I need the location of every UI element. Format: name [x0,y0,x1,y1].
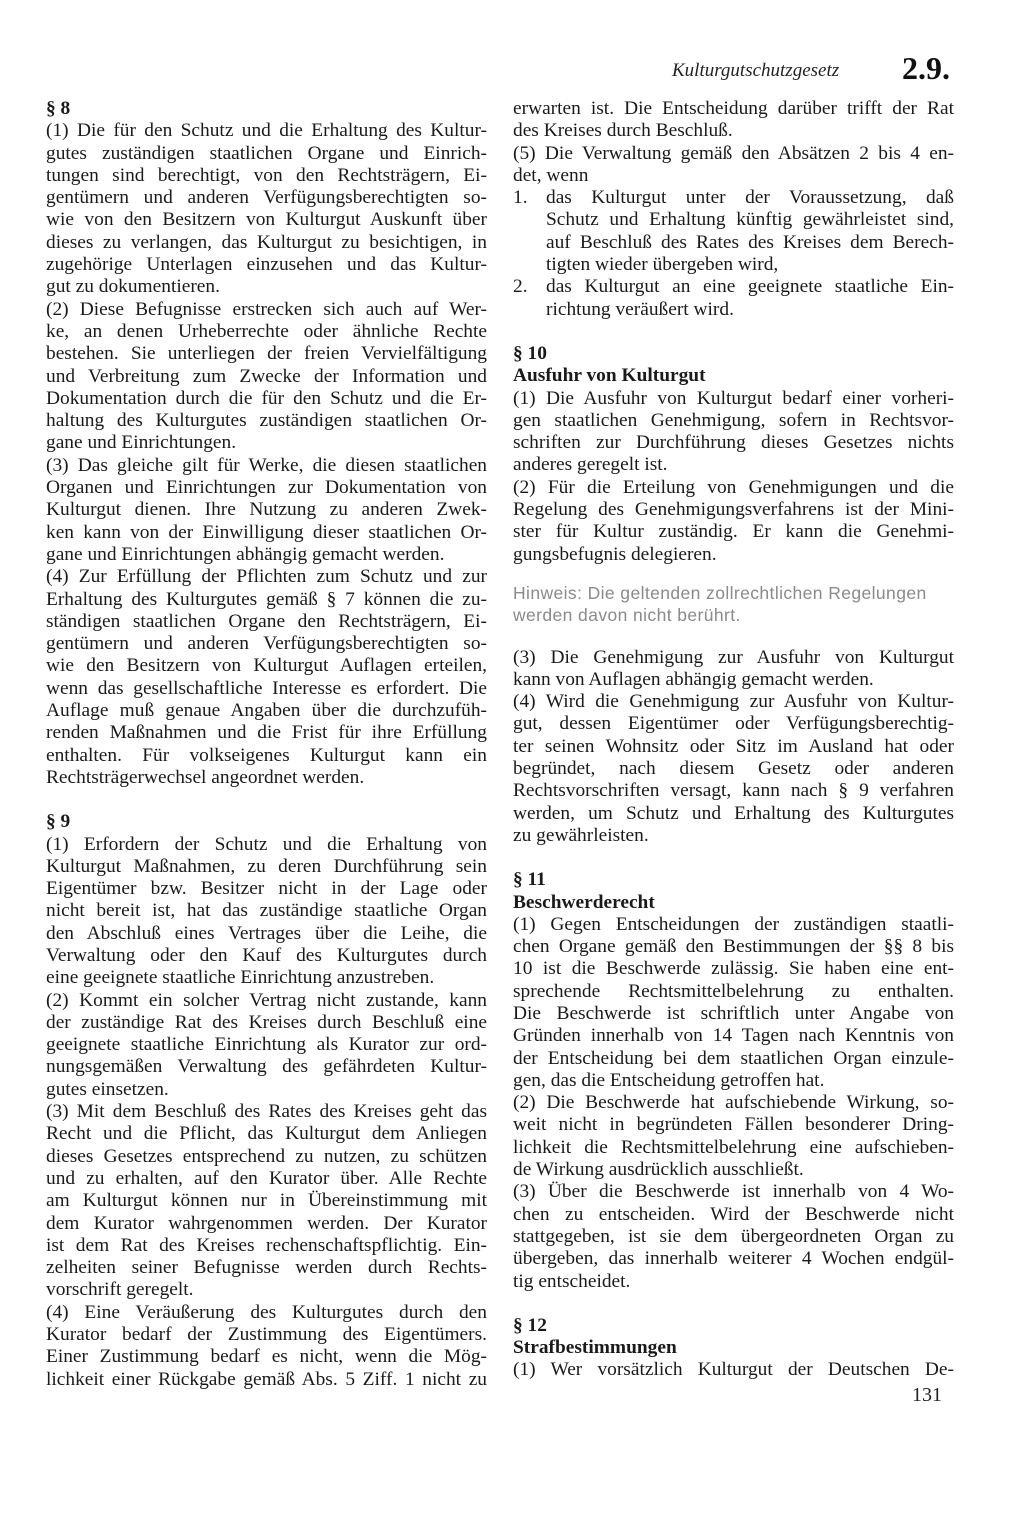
section-11-line: übergeben, das innerhalb weiterer 4 Wochen endgül- [513,1248,954,1270]
section-10-line: ster für Kultur zuständig. Er kann die Genehmi- [513,521,954,543]
section-8-line: und Verbreitung zum Zwecke der Information und [46,365,487,387]
section-11-line: weit nicht in begründeten Fällen besonderer Dring- [513,1114,954,1136]
section-9-line: am Kulturgut können nur in Übereinstimmung mit [46,1190,487,1212]
list-item-number: 2. [513,276,528,298]
section-9-line: (2) Kommt ein solcher Vertrag nicht zustande, kann [46,989,487,1011]
section-8-line: haltung des Kulturgutes zuständigen staatlichen Or- [46,410,487,432]
note-hint-line: werden davon nicht berührt. [513,605,741,626]
section-11-line: 10 ist die Beschwerde zulässig. Sie haben eine ent- [513,958,954,980]
list-item-text: tigten wieder übergeben wird, [546,254,779,276]
section-8-line: ständigen staatlichen Organe den Rechtsträgern, Ei- [46,610,487,632]
section-8-line: Auflage muß genaue Angaben über die durchzufüh- [46,700,487,722]
section-10-body-part-1 [513,388,954,566]
section-10-heading: § 10 [513,342,547,364]
section-11-line: chen Organe gemäß den Bestimmungen der §§ 8 bis [513,936,954,958]
page-number: 131 [912,1384,942,1406]
section-8-line: (1) Die für den Schutz und die Erhaltung des Kultur- [46,120,487,142]
section-9-line: Kurator bedarf der Zustimmung des Eigentümers. [46,1324,487,1346]
section-11-line: (2) Die Beschwerde hat aufschiebende Wirkung, so- [513,1092,954,1114]
section-10-line: gen staatlichen Genehmigung, sofern in Rechtsvor- [513,409,954,431]
section-9-line: Verwaltung oder den Kauf des Kulturgutes durch [46,944,487,966]
section-8-line: Kulturgut dienen. Ihre Nutzung zu anderen Zwek- [46,499,487,521]
section-11-line: lichkeit die Rechtsmittelbelehrung eine aufschieben- [513,1136,954,1158]
section-8-line: dieses zu verlangen, das Kulturgut zu besichtigen, in [46,231,487,253]
section-9-line: Eigentümer bzw. Besitzer nicht in der Lage oder [46,878,487,900]
section-9-heading: § 9 [46,811,71,833]
section-10-line: Regelung des Genehmigungsverfahrens ist der Mini- [513,499,954,521]
running-header-section-number: 2.9. [902,50,950,86]
list-item-line [513,254,954,276]
section-10-line: werden, um Schutz und Erhaltung des Kulturgutes [513,802,954,824]
section-9-line: lichkeit einer Rückgabe gemäß Abs. 5 Ziff. 1 nicht zu [46,1368,487,1390]
right-column [513,98,954,1382]
list-item-line [513,299,954,321]
section-10-line: gut, dessen Eigentümer oder Verfügungsberechtig- [513,713,954,735]
section-8-line: (3) Das gleiche gilt für Werke, die diesen staatlichen [46,454,487,476]
list-item-text: das Kulturgut unter der Voraussetzung, daß [546,187,954,209]
section-11-title: Beschwerderecht [513,891,655,913]
section-10-line: gungsbefugnis delegieren. [513,543,717,565]
section-9-line: (3) Mit dem Beschluß des Rates des Kreises geht das [46,1101,487,1123]
section-8-line: (2) Diese Befugnisse erstrecken sich auch auf Wer- [46,298,487,320]
section-9-line: geeignete staatliche Einrichtung als Kurator zur ord- [46,1034,487,1056]
section-11-line: (1) Gegen Entscheidungen der zuständigen staatli- [513,913,954,935]
section-11-heading: § 11 [513,869,546,891]
section-8-line: gane und Einrichtungen. [46,432,237,454]
section-10-body-part-2 [513,647,954,848]
section-9-list [513,187,954,321]
section-9-line: nungsgemäßen Verwaltung des gefährdeten Kultur- [46,1056,487,1078]
section-8-heading: § 8 [46,98,71,119]
section-9-line: und zu erhalten, auf den Kurator über. Alle Rechte [46,1167,487,1189]
section-9-line: zelheiten seiner Befugnisse werden durch Rechts- [46,1257,487,1279]
section-11-line: gen, das die Entscheidung getroffen hat. [513,1069,825,1091]
section-9-line: eine geeignete staatliche Einrichtung anzustreben. [46,967,435,989]
section-8-line: gane und Einrichtungen abhängig gemacht werden. [46,543,445,565]
section-8-line: Organen und Einrichtungen zur Dokumentation von [46,477,487,499]
section-9-cont-line: (5) Die Verwaltung gemäß den Absätzen 2 bis 4 en- [513,142,954,164]
section-8-line: ken kann von der Einwilligung dieser staatlichen Or- [46,521,487,543]
section-11-line: tig entscheidet. [513,1270,631,1292]
section-8-line: Erhaltung des Kulturgutes gemäß § 7 können die zu- [46,588,487,610]
running-header-title: Kulturgutschutzgesetz [672,60,840,81]
list-item-text: richtung veräußert wird. [546,298,734,320]
list-item-text: das Kulturgut an eine geeignete staatliche Ein- [546,276,954,298]
section-12-body [513,1359,954,1381]
section-12-line: (1) Wer vorsätzlich Kulturgut der Deutschen De- [513,1359,954,1381]
list-item-line [513,276,954,298]
section-9-cont-line: erwarten ist. Die Entscheidung darüber trifft der Rat [513,98,954,119]
section-9-line: der zuständige Rat des Kreises durch Beschluß eine [46,1011,487,1033]
section-8-line: zugehörige Unterlagen einzusehen und das Kultur- [46,254,487,276]
section-10-line: Rechtsvorschriften versagt, kann nach § 9 verfahren [513,780,954,802]
section-10-line: (2) Für die Erteilung von Genehmigungen und die [513,476,954,498]
note-hint [513,582,954,627]
section-11-body [513,914,954,1293]
section-9-cont-line: det, wenn [513,164,589,186]
section-11-line: Gründen innerhalb von 14 Tagen nach Kenntnis von [513,1025,954,1047]
list-item-text: Schutz und Erhaltung künftig gewährleistet sind, [546,209,954,231]
section-8-line: bestehen. Sie unterliegen der freien Vervielfältigung [46,343,487,365]
section-8-line: ke, an denen Urheberrechte oder ähnliche Rechte [46,320,487,342]
section-9-body [46,834,487,1391]
section-9-line: Kulturgut Maßnahmen, zu deren Durchführung sein [46,855,487,877]
section-11-line: de Wirkung ausdrücklich ausschließt. [513,1159,804,1181]
list-item-line [513,232,954,254]
section-9-line: Recht und die Pflicht, das Kulturgut dem Anliegen [46,1123,487,1145]
section-9-line: dem Kurator wahrgenommen werden. Der Kurator [46,1212,487,1234]
section-10-line: zu gewährleisten. [513,824,649,846]
section-8-line: gutes zuständigen staatlichen Organe und Einrich- [46,142,487,164]
section-11-line: der Entscheidung bei dem staatlichen Organ einzule- [513,1047,954,1069]
section-10-line: (3) Die Genehmigung zur Ausfuhr von Kulturgut [513,646,954,668]
list-item-number: 1. [513,187,528,209]
section-8-line: Rechtsträgerwechsel angeordnet werden. [46,766,365,788]
section-9-line: Einer Zustimmung bedarf es nicht, wenn die Mög- [46,1346,487,1368]
section-9-line: (4) Eine Veräußerung des Kulturgutes durch den [46,1301,487,1323]
section-8-line: wie von den Besitzern von Kulturgut Auskunft über [46,209,487,231]
section-11-line: stattgegeben, ist sie dem übergeordneten Organ zu [513,1225,954,1247]
section-8-line: enthalten. Für volkseigenes Kulturgut kann ein [46,744,487,766]
section-10-line: schriften zur Durchführung dieses Gesetzes nichts [513,432,954,454]
section-9-line: ist dem Rat des Kreises rechenschaftspflichtig. Ein- [46,1234,487,1256]
section-10-title: Ausfuhr von Kulturgut [513,365,706,387]
list-item-text: auf Beschluß des Rates des Kreises dem Berech- [546,231,954,253]
section-9-line: nicht bereit ist, hat das zuständige staatliche Organ [46,900,487,922]
section-8-line: tungen sind berechtigt, von den Rechtsträgern, Ei- [46,164,487,186]
section-8-line: gentümern und anderen Verfügungsberechtigten so- [46,187,487,209]
list-item-line [513,187,954,209]
section-11-line: chen zu entscheiden. Wird der Beschwerde nicht [513,1203,954,1225]
section-9-line: (1) Erfordern der Schutz und die Erhaltung von [46,833,487,855]
section-9-line: dieses Gesetzes entsprechend zu nutzen, zu schützen [46,1145,487,1167]
section-11-line: (3) Über die Beschwerde ist innerhalb von 4 Wo- [513,1181,954,1203]
section-9-cont-line: des Kreises durch Beschluß. [513,120,733,142]
section-10-line: anderes geregelt ist. [513,454,668,476]
section-11-line: sprechende Rechtsmittelbelehrung zu enthalten. [513,980,954,1002]
section-12-heading: § 12 [513,1314,547,1336]
section-10-line: begründet, nach diesem Gesetz oder anderen [513,758,954,780]
left-column [46,98,487,1391]
section-8-body [46,120,487,789]
section-9-line: vorschrift geregelt. [46,1279,194,1301]
section-8-line: Dokumentation durch die für den Schutz und die Er- [46,387,487,409]
section-10-line: ter seinen Wohnsitz oder Sitz im Ausland hat oder [513,735,954,757]
section-9-line: den Abschluß eines Vertrages über die Leihe, die [46,922,487,944]
note-hint-line: Hinweis: Die geltenden zollrechtlichen Regelungen [513,582,927,603]
section-12-title: Strafbestimmungen [513,1337,677,1359]
section-10-line: (4) Wird die Genehmigung zur Ausfuhr von Kultur- [513,691,954,713]
section-9-line: gutes einsetzen. [46,1078,169,1100]
section-8-line: (4) Zur Erfüllung der Pflichten zum Schutz und zur [46,566,487,588]
section-8-line: wie den Besitzern von Kulturgut Auflagen erteilen, [46,655,487,677]
section-11-line: Die Beschwerde ist schriftlich unter Angabe von [513,1002,954,1024]
section-10-line: kann von Auflagen abhängig gemacht werden. [513,668,874,690]
list-item-line [513,209,954,231]
section-8-line: wenn das gesellschaftliche Interesse es erfordert. Die [46,677,487,699]
section-8-line: renden Maßnahmen und die Frist für ihre Erfüllung [46,722,487,744]
section-9-continuation [513,98,954,187]
section-8-line: gentümern und anderen Verfügungsberechtigten so- [46,633,487,655]
section-8-line: gut zu dokumentieren. [46,276,220,298]
section-10-line: (1) Die Ausfuhr von Kulturgut bedarf einer vorheri- [513,387,954,409]
